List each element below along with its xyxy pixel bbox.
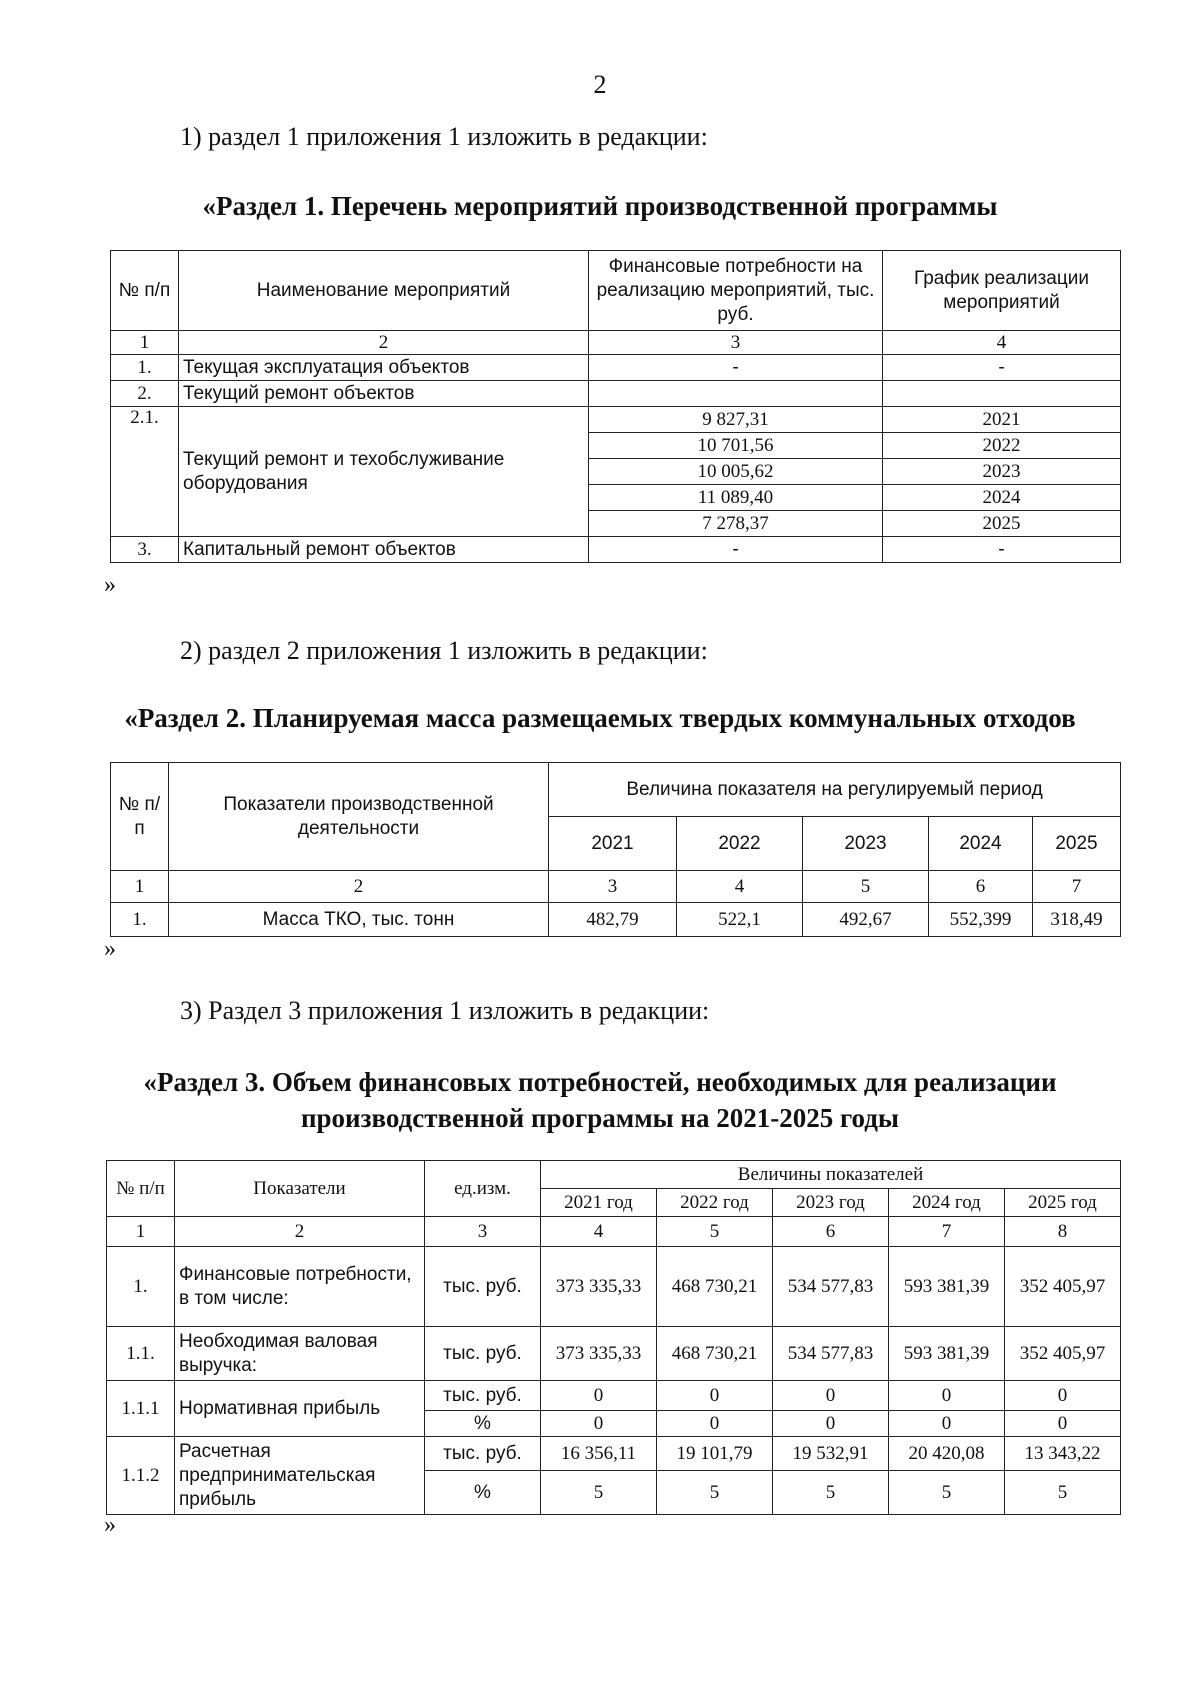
row-value: 373 335,33 (541, 1247, 657, 1327)
row-num: 3. (111, 537, 179, 563)
row-value: 468 730,21 (657, 1327, 773, 1381)
row-value: 352 405,97 (1005, 1327, 1121, 1381)
row-value: 5 (657, 1471, 773, 1515)
col-header-num: № п/п (111, 763, 169, 871)
row-value: 352 405,97 (1005, 1247, 1121, 1327)
table-header-row (111, 763, 1121, 817)
col-number: 5 (803, 871, 929, 903)
table-row (111, 903, 1121, 937)
col-number: 1 (111, 871, 169, 903)
col-header-schedule: График реализации мероприятий (883, 251, 1121, 331)
col-number: 5 (657, 1217, 773, 1247)
year-header: 2024 год (889, 1189, 1005, 1217)
table-activities (110, 250, 1121, 563)
row-value: 373 335,33 (541, 1327, 657, 1381)
row-cost: 11 089,40 (589, 485, 883, 511)
row-cost (589, 381, 883, 407)
row-name: Финансовые потребности, в том числе: (175, 1247, 425, 1327)
row-unit: тыс. руб. (425, 1327, 541, 1381)
row-cost: 10 701,56 (589, 433, 883, 459)
col-header-num: № п/п (111, 251, 179, 331)
col-number: 2 (179, 331, 589, 355)
row-year: 2025 (883, 511, 1121, 537)
row-schedule: - (883, 355, 1121, 381)
table-financial-needs (106, 1160, 1121, 1515)
row-value: 522,1 (677, 903, 803, 937)
year-header: 2023 (803, 817, 929, 871)
table-number-row (111, 871, 1121, 903)
table-row (111, 381, 1121, 407)
row-cost: 10 005,62 (589, 459, 883, 485)
row-value: 20 420,08 (889, 1437, 1005, 1471)
section2-close-quote: » (104, 936, 116, 962)
row-name: Текущая эксплуатация объектов (179, 355, 589, 381)
row-unit: % (425, 1411, 541, 1437)
row-cost: 7 278,37 (589, 511, 883, 537)
table-row (111, 537, 1121, 563)
col-header-indicator: Показатели (175, 1161, 425, 1217)
row-value: 5 (541, 1471, 657, 1515)
row-value: 5 (1005, 1471, 1121, 1515)
col-number: 1 (107, 1217, 175, 1247)
table-row (107, 1381, 1121, 1411)
col-number: 6 (773, 1217, 889, 1247)
year-header: 2021 (549, 817, 677, 871)
col-number: 3 (549, 871, 677, 903)
col-number: 3 (425, 1217, 541, 1247)
row-value: 534 577,83 (773, 1327, 889, 1381)
col-header-indicator: Показатели производственной деятельности (169, 763, 549, 871)
row-value: 0 (773, 1381, 889, 1411)
row-value: 593 381,39 (889, 1247, 1005, 1327)
year-header: 2024 (929, 817, 1033, 871)
row-value: 0 (657, 1381, 773, 1411)
row-num: 1.1.1 (107, 1381, 175, 1437)
row-cost: - (589, 537, 883, 563)
row-value: 5 (773, 1471, 889, 1515)
row-value: 0 (1005, 1381, 1121, 1411)
section3-title-line2: производственной программы на 2021-2025 годы (300, 1103, 900, 1133)
row-value: 534 577,83 (773, 1247, 889, 1327)
row-schedule (883, 381, 1121, 407)
section3-close-quote: » (104, 1512, 116, 1538)
table-waste-mass (110, 762, 1121, 937)
table-row (111, 355, 1121, 381)
row-value: 0 (541, 1411, 657, 1437)
section3-instruction: 3) Раздел 3 приложения 1 изложить в редакции: (180, 996, 710, 1025)
row-name: Текущий ремонт объектов (179, 381, 589, 407)
col-header-period: Величина показателя на регулируемый период (549, 763, 1121, 817)
row-cost: - (589, 355, 883, 381)
year-header: 2022 (677, 817, 803, 871)
row-value: 468 730,21 (657, 1247, 773, 1327)
section2-instruction: 2) раздел 2 приложения 1 изложить в редакции: (180, 636, 708, 665)
table-row (107, 1437, 1121, 1471)
section3-title-line1: «Раздел 3. Объем финансовых потребностей, необходимых для реализации (143, 1067, 1057, 1097)
row-schedule: - (883, 537, 1121, 563)
col-number: 3 (589, 331, 883, 355)
year-header: 2022 год (657, 1189, 773, 1217)
year-header: 2023 год (773, 1189, 889, 1217)
row-year: 2024 (883, 485, 1121, 511)
row-name: Расчетная предпринимательская прибыль (175, 1437, 425, 1515)
row-unit: тыс. руб. (425, 1247, 541, 1327)
row-name: Нормативная прибыль (175, 1381, 425, 1437)
row-value: 0 (1005, 1411, 1121, 1437)
row-value: 318,49 (1033, 903, 1121, 937)
row-unit: % (425, 1471, 541, 1515)
col-number: 4 (677, 871, 803, 903)
col-header-cost: Финансовые потребности на реализацию мероприятий, тыс. руб. (589, 251, 883, 331)
col-number: 2 (175, 1217, 425, 1247)
row-unit: тыс. руб. (425, 1381, 541, 1411)
col-number: 2 (169, 871, 549, 903)
col-header-name: Наименование мероприятий (179, 251, 589, 331)
section1-instruction: 1) раздел 1 приложения 1 изложить в редакции: (180, 122, 708, 151)
row-year: 2023 (883, 459, 1121, 485)
col-number: 4 (883, 331, 1121, 355)
row-value: 0 (889, 1411, 1005, 1437)
table-row (111, 407, 1121, 433)
row-value: 19 532,91 (773, 1437, 889, 1471)
row-unit: тыс. руб. (425, 1437, 541, 1471)
col-number: 1 (111, 331, 179, 355)
row-value: 16 356,11 (541, 1437, 657, 1471)
row-name: Текущий ремонт и техобслуживание оборудования (179, 407, 589, 537)
col-number: 4 (541, 1217, 657, 1247)
row-value: 492,67 (803, 903, 929, 937)
row-name: Необходимая валовая выручка: (175, 1327, 425, 1381)
row-value: 5 (889, 1471, 1005, 1515)
col-header-unit: ед.изм. (425, 1161, 541, 1217)
section1-close-quote: » (104, 572, 116, 598)
col-number: 8 (1005, 1217, 1121, 1247)
col-header-num: № п/п (107, 1161, 175, 1217)
table-row (107, 1247, 1121, 1327)
table-row (107, 1327, 1121, 1381)
table-number-row (111, 331, 1121, 355)
row-value: 552,399 (929, 903, 1033, 937)
year-header: 2025 год (1005, 1189, 1121, 1217)
col-number: 7 (889, 1217, 1005, 1247)
row-value: 482,79 (549, 903, 677, 937)
row-value: 0 (541, 1381, 657, 1411)
row-name: Капитальный ремонт объектов (179, 537, 589, 563)
row-value: 0 (657, 1411, 773, 1437)
row-num: 1. (111, 903, 169, 937)
row-num: 2. (111, 381, 179, 407)
row-year: 2021 (883, 407, 1121, 433)
row-cost: 9 827,31 (589, 407, 883, 433)
row-num: 1. (107, 1247, 175, 1327)
row-num: 2.1. (111, 407, 179, 537)
row-year: 2022 (883, 433, 1121, 459)
section2-title: «Раздел 2. Планируемая масса размещаемых твердых коммунальных отходов (124, 703, 1076, 733)
table-number-row (107, 1217, 1121, 1247)
year-header: 2025 (1033, 817, 1121, 871)
row-num: 1.1.2 (107, 1437, 175, 1515)
table-header-row (107, 1161, 1121, 1189)
col-number: 6 (929, 871, 1033, 903)
row-value: 593 381,39 (889, 1327, 1005, 1381)
row-value: 13 343,22 (1005, 1437, 1121, 1471)
row-num: 1.1. (107, 1327, 175, 1381)
col-number: 7 (1033, 871, 1121, 903)
year-header: 2021 год (541, 1189, 657, 1217)
col-header-values: Величины показателей (541, 1161, 1121, 1189)
row-value: 19 101,79 (657, 1437, 773, 1471)
table-header-row (111, 251, 1121, 331)
row-value: 0 (889, 1381, 1005, 1411)
row-value: 0 (773, 1411, 889, 1437)
row-name: Масса ТКО, тыс. тонн (169, 903, 549, 937)
section1-title: «Раздел 1. Перечень мероприятий производственной программы (202, 191, 998, 221)
row-num: 1. (111, 355, 179, 381)
page-number: 2 (593, 70, 607, 99)
